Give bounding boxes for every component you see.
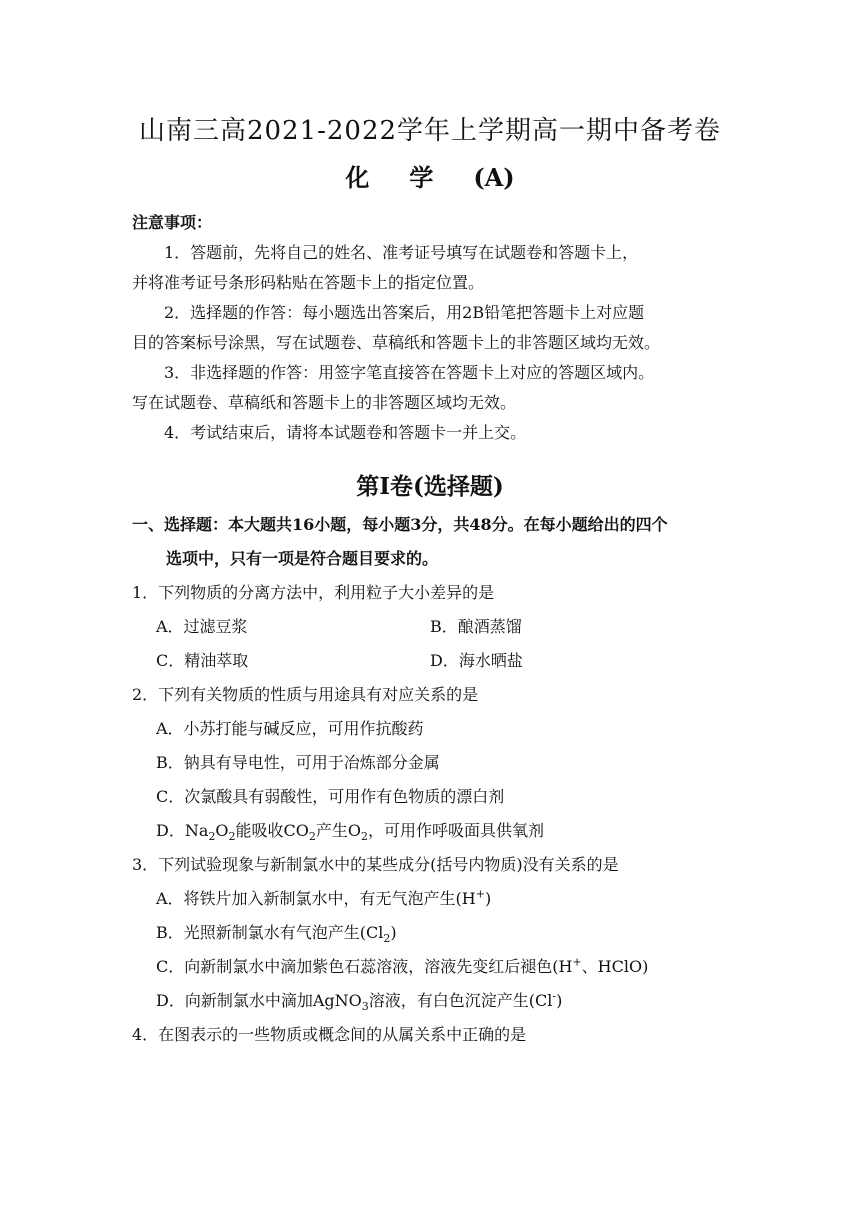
- question-2-option-b: B．钠具有导电性，可用于冶炼部分金属: [156, 753, 440, 772]
- notice-line-5: 3．非选择题的作答：用签字笔直接答在答题卡上对应的答题区域内。: [164, 363, 655, 382]
- section-instruction-2: 选项中，只有一项是符合题目要求的。: [166, 549, 439, 568]
- question-3-stem: 3．下列试验现象与新制氯水中的某些成分(括号内物质)没有关系的是: [132, 855, 619, 874]
- question-4-stem: 4．在图表示的一些物质或概念间的从属关系中正确的是: [132, 1025, 527, 1044]
- notice-line-3: 2．选择题的作答：每小题选出答案后，用2B铅笔把答题卡上对应题: [164, 303, 645, 322]
- exam-title: 山南三高2021-2022学年上学期高一期中备考卷: [138, 116, 722, 146]
- question-3-option-b: B．光照新制氯水有气泡产生$(Cl_2)$: [156, 923, 397, 946]
- question-1-option-a: A．过滤豆浆: [156, 617, 248, 636]
- question-3-option-c: C．向新制氯水中滴加紫色石蕊溶液，溶液先变红后褪色(H+、HClO): [156, 955, 649, 976]
- subject-char-2: 学: [409, 163, 434, 192]
- section-instruction-1: 一、选择题：本大题共16小题，每小题3分，共48分。在每小题给出的四个: [132, 515, 668, 534]
- question-2-option-a: A．小苏打能与碱反应，可用作抗酸药: [156, 719, 424, 738]
- question-2-option-d: D．$Na_2O_2$能吸收$CO_2$产生$O_2$，可用作呼吸面具供氧剂: [156, 821, 545, 844]
- question-3-option-d: D．向新制氯水中滴加AgNO$_3$溶液，有白色沉淀产生(Cl-): [156, 989, 563, 1014]
- exam-version: (A): [473, 163, 515, 192]
- notice-line-7: 4．考试结束后，请将本试题卷和答题卡一并上交。: [164, 423, 527, 442]
- notice-line-6: 写在试题卷、草稿纸和答题卡上的非答题区域均无效。: [132, 393, 517, 412]
- notice-line-1: 1．答题前，先将自己的姓名、准考证号填写在试题卷和答题卡上，: [164, 243, 639, 262]
- question-1-option-d: D．海水晒盐: [430, 651, 523, 670]
- question-1-option-c: C．精油萃取: [156, 651, 249, 670]
- exam-subject: [0, 158, 860, 193]
- question-1-stem: 1．下列物质的分离方法中，利用粒子大小差异的是: [132, 583, 495, 602]
- question-2-stem: 2．下列有关物质的性质与用途具有对应关系的是: [132, 685, 479, 704]
- notice-line-4: 目的答案标号涂黑，写在试题卷、草稿纸和答题卡上的非答题区域均无效。: [132, 333, 661, 352]
- question-1-option-b: B．酿酒蒸馏: [430, 617, 522, 636]
- notice-line-2: 并将准考证号条形码粘贴在答题卡上的指定位置。: [132, 273, 485, 292]
- section-heading: 第Ⅰ卷(选择题): [356, 473, 504, 500]
- question-2-option-c: C．次氯酸具有弱酸性，可用作有色物质的漂白剂: [156, 787, 505, 806]
- question-3-option-a: A．将铁片加入新制氯水中，有无气泡产生(H+): [156, 887, 492, 908]
- subject-char-1: 化: [345, 163, 370, 192]
- notice-heading: 注意事项：: [132, 213, 213, 232]
